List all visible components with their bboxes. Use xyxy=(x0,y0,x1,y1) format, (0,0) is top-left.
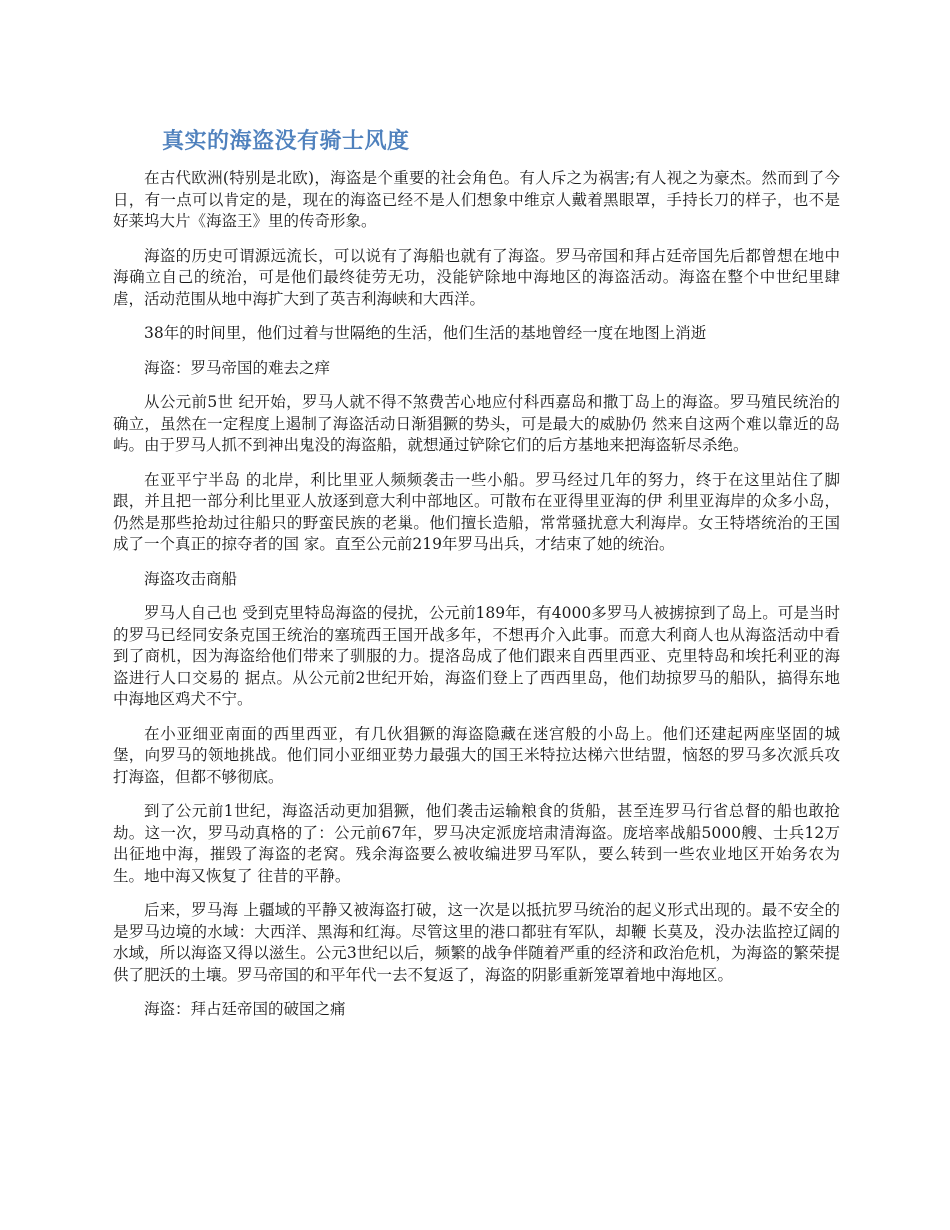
paragraph-apennine: 在亚平宁半岛 的北岸，利比里亚人频频袭击一些小船。罗马经过几年的努力，终于在这里站住了脚跟，并且把一部分利比里亚人放逐到意大利中部地区。可散布在亚得里亚海的伊 利里亚海岸的众多小岛，仍然是那些抢劫过往船只的野蛮民族的老巢。他们擅长造船，常常骚扰意大利海岸。女王特塔统治的王国成了一个真正的掠夺者的国 家。直至公元前219年罗马出兵，才结束了她的统治。 xyxy=(113,470,840,553)
paragraph-intro: 在古代欧洲(特别是北欧)，海盗是个重要的社会角色。有人斥之为祸害;有人视之为豪杰。然而到了今日，有一点可以肯定的是，现在的海盗已经不是人们想象中维京人戴着黑眼罩，手持长刀的样子，也不是好莱坞大片《海盗王》里的传奇形象。 xyxy=(113,169,840,230)
paragraph-corsica-sardinia: 从公元前5世 纪开始，罗马人就不得不煞费苦心地应付科西嘉岛和撒丁岛上的海盗。罗马殖民统治的确立，虽然在一定程度上遏制了海盗活动日渐猖獗的势头，可是最大的威胁仍 然来自这两个难以靠近的岛屿。由于罗马人抓不到神出鬼没的海盗船，就想通过铲除它们的后方基地来把海盗斩尽杀绝。 xyxy=(113,393,840,454)
section-heading-merchant-ships: 海盗攻击商船 xyxy=(144,569,238,588)
paragraph-pompey: 到了公元前1世纪，海盗活动更加猖獗，他们袭击运输粮食的货船，甚至连罗马行省总督的船也敢抢劫。这一次，罗马动真格的了：公元前67年，罗马决定派庞培肃清海盗。庞培率战船5000艘、士兵12万出征地中海，摧毁了海盗的老窝。残余海盗要么被收编进罗马军队，要么转到一些农业地区开始务农为生。地中海又恢复了 往昔的平静。 xyxy=(113,802,840,885)
paragraph-later-rome: 后来，罗马海 上疆域的平静又被海盗打破，这一次是以抵抗罗马统治的起义形式出现的。最不安全的是罗马边境的水域：大西洋、黑海和红海。尽管这里的港口都驻有军队，却鞭 长莫及，没办法监控辽阔的水域，所以海盗又得以滋生。公元3世纪以后，频繁的战争伴随着严重的经济和政治危机，为海盗的繁荣提供了肥沃的土壤。罗马帝国的和平年代一去不复返了，海盗的阴影重新笼罩着地中海地区。 xyxy=(113,901,840,984)
document-body xyxy=(113,168,840,1034)
section-heading-byzantine: 海盗：拜占廷帝国的破国之痛 xyxy=(144,1000,346,1018)
paragraph-cilicia: 在小亚细亚南面的西里西亚，有几伙猖獗的海盗隐藏在迷宫般的小岛上。他们还建起两座坚固的城堡，向罗马的领地挑战。他们同小亚细亚势力最强大的国王米特拉达梯六世结盟，恼怒的罗马多次派兵攻打海盗，但都不够彻底。 xyxy=(113,724,840,786)
paragraph-history: 海盗的历史可谓源远流长，可以说有了海船也就有了海盗。罗马帝国和拜占廷帝国先后都曾想在地中海确立自己的统治，可是他们最终徒劳无功，没能铲除地中海地区的海盗活动。海盗在整个中世纪里肆虐，活动范围从地中海扩大到了英吉利海峡和大西洋。 xyxy=(113,246,840,308)
document-title: 真实的海盗没有骑士风度 xyxy=(162,129,410,154)
paragraph-crete: 罗马人自己也 受到克里特岛海盗的侵扰，公元前189年，有4000多罗马人被掳掠到了岛上。可是当时的罗马已经同安条克国王统治的塞琉西王国开战多年，不想再介入此事。而意大利商人也从海盗活动中看到了商机，因为海盗给他们带来了驯服的力。提洛岛成了他们跟来自西里西亚、克里特岛和埃托利亚的海盗进行人口交易的 据点。从公元前2世纪开始，海盗们登上了西西里岛，他们劫掠罗马的船队，搞得东地中海地区鸡犬不宁。 xyxy=(113,604,840,708)
paragraph-38-years: 38年的时间里，他们过着与世隔绝的生活，他们生活的基地曾经一度在地图上消逝 xyxy=(144,324,707,342)
section-heading-rome: 海盗：罗马帝国的难去之痒 xyxy=(144,358,331,377)
